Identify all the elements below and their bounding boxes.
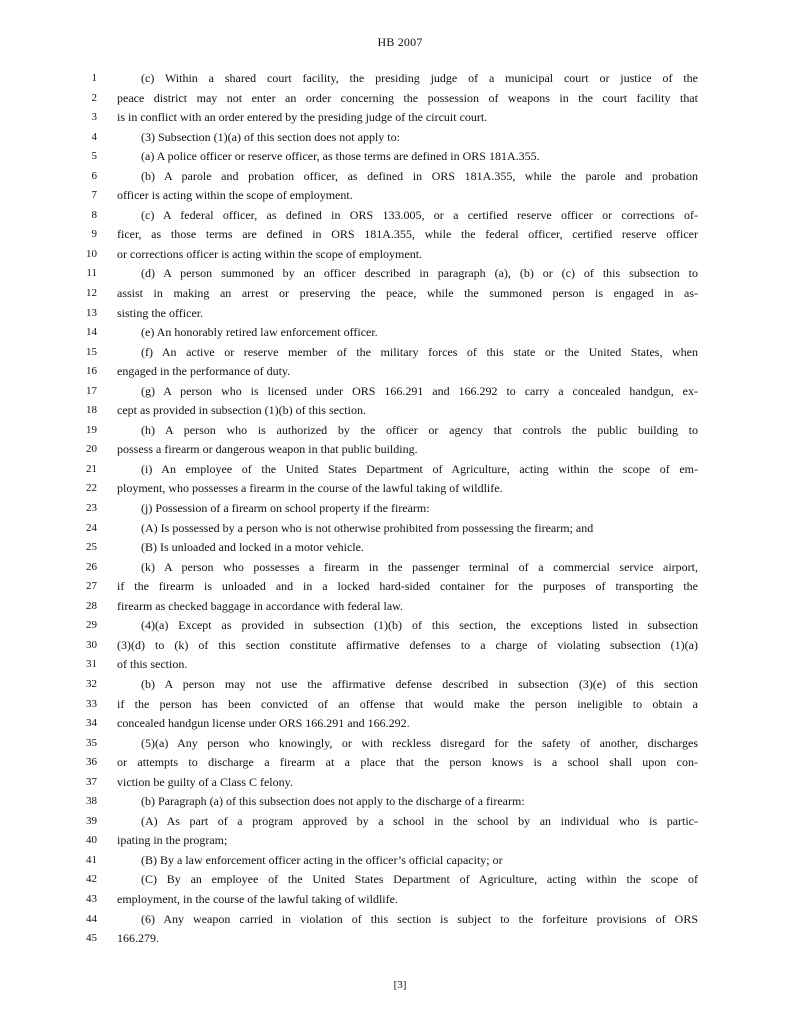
document-line [0,362,800,382]
document-line [0,89,800,109]
line-number: 30 [86,638,97,651]
document-line [0,773,800,793]
line-number: 16 [86,365,97,378]
document-line [0,538,800,558]
line-number: 27 [86,580,97,593]
line-number: 20 [86,443,97,456]
line-text: (b) Paragraph (a) of this subsection does not apply to the discharge of a firearm: [141,794,525,809]
line-text: (b) A parole and probation officer, as defined in ORS 181A.355, while the parole and probation [141,168,698,183]
line-number: 17 [86,384,97,397]
line-text: is in conflict with an order entered by the presiding judge of the circuit court. [117,110,488,125]
line-text: employment, in the course of the lawful taking of wildlife. [117,891,398,906]
document-line [0,714,800,734]
line-number: 10 [86,247,97,260]
line-number: 23 [86,502,97,515]
line-number: 25 [86,541,97,554]
line-number: 7 [91,189,97,202]
document-line [0,812,800,832]
line-text: officer is acting within the scope of employment. [117,188,353,203]
line-text: (d) A person summoned by an officer described in paragraph (a), (b) or (c) of this subsection to [141,266,698,281]
line-number: 36 [86,756,97,769]
line-number: 15 [86,345,97,358]
document-line [0,323,800,343]
document-line [0,245,800,265]
line-number: 35 [86,736,97,749]
document-line [0,636,800,656]
document-line [0,225,800,245]
line-text: (e) An honorably retired law enforcement officer. [141,325,378,340]
line-text: 166.279. [117,931,159,946]
line-number: 28 [86,599,97,612]
document-line [0,675,800,695]
line-number: 5 [91,150,97,163]
document-line [0,206,800,226]
line-text: peace district may not enter an order concerning the possession of weapons in the court facility that [117,90,698,105]
document-line [0,792,800,812]
document-line [0,870,800,890]
line-text: if the person has been convicted of an offense that would make the person ineligible to obtain a [117,696,698,711]
document-line [0,655,800,675]
document-line [0,695,800,715]
line-number: 29 [86,619,97,632]
line-text: (b) A person may not use the affirmative defense described in subsection (3)(e) of this section [141,676,698,691]
document-line [0,128,800,148]
document-line [0,147,800,167]
line-number: 1 [91,72,97,84]
document-line [0,401,800,421]
line-number: 33 [86,697,97,710]
document-line [0,831,800,851]
line-text: or corrections officer is acting within the scope of employment. [117,246,423,261]
line-text: (C) By an employee of the United States Department of Agriculture, acting within the scope of [141,872,698,887]
line-text: possess a firearm or dangerous weapon in that public building. [117,442,418,457]
line-text: engaged in the performance of duty. [117,364,291,379]
document-line [0,753,800,773]
line-number: 37 [86,775,97,788]
document-line [0,264,800,284]
line-text: firearm as checked baggage in accordance with federal law. [117,598,404,613]
document-line [0,519,800,539]
line-text: (3)(d) to (k) of this section constitute affirmative defenses to a charge of violating subsection (1)(a) [117,637,698,652]
line-text: (A) Is possessed by a person who is not otherwise prohibited from possessing the firearm; and [141,520,594,535]
line-number: 9 [91,228,97,241]
line-number: 39 [86,814,97,827]
document-line [0,440,800,460]
line-number: 21 [86,462,97,475]
line-number: 13 [86,306,97,319]
line-text: (3) Subsection (1)(a) of this section does not apply to: [141,129,400,144]
document-line [0,910,800,930]
line-text: cept as provided in subsection (1)(b) of this section. [117,403,366,418]
line-text: (5)(a) Any person who knowingly, or with reckless disregard for the safety of another, discharges [141,735,698,750]
line-number: 34 [86,717,97,730]
document-line [0,304,800,324]
line-text: (k) A person who possesses a firearm in the passenger terminal of a commercial service airport, [141,559,698,574]
document-line [0,186,800,206]
document-line [0,479,800,499]
line-text: concealed handgun license under ORS 166.291 and 166.292. [117,716,410,731]
line-number: 4 [91,130,97,143]
line-text: (4)(a) Except as provided in subsection (1)(b) of this section, the exceptions listed in subsection [141,618,698,633]
line-text: ficer, as those terms are defined in ORS 181A.355, while the federal officer, certified reserve officer [117,227,698,242]
page-number: [3] [393,979,407,991]
line-text: or attempts to discharge a firearm at a place that the person knows is a school shall upon con- [117,755,698,770]
line-number: 19 [86,423,97,436]
line-text: (j) Possession of a firearm on school property if the firearm: [141,501,430,516]
document-line [0,69,800,89]
document-line [0,343,800,363]
line-text: sisting the officer. [117,305,204,320]
line-text: (6) Any weapon carried in violation of this section is subject to the forfeiture provisions of ORS [141,911,698,926]
line-number: 38 [86,795,97,808]
document-line [0,597,800,617]
line-text: (f) An active or reserve member of the military forces of this state or the United States, when [141,344,698,359]
line-number: 43 [86,892,97,905]
line-number: 3 [91,111,97,124]
document-line [0,460,800,480]
line-number: 2 [91,91,97,104]
line-text: assist in making an arrest or preserving the peace, while the summoned person is engaged in as- [117,286,698,301]
line-number: 41 [86,853,97,866]
line-text: ployment, who possesses a firearm in the course of the lawful taking of wildlife. [117,481,503,496]
line-number: 32 [86,677,97,690]
document-line [0,167,800,187]
line-number: 18 [86,404,97,417]
line-number: 44 [86,912,97,925]
document-line [0,558,800,578]
document-line [0,577,800,597]
line-text: (i) An employee of the United States Department of Agriculture, acting within the scope of em- [141,461,698,476]
line-number: 8 [91,208,97,221]
document-line [0,616,800,636]
document-line [0,851,800,871]
line-text: (A) As part of a program approved by a school in the school by an individual who is partic- [141,813,698,828]
line-number: 12 [86,287,97,300]
line-number: 26 [86,560,97,573]
document-line [0,499,800,519]
line-text: (h) A person who is authorized by the officer or agency that controls the public building to [141,422,698,437]
line-number: 45 [86,932,97,945]
line-number: 42 [86,873,97,886]
line-text: of this section. [117,657,188,672]
line-text: viction be guilty of a Class C felony. [117,774,293,789]
line-text: (B) By a law enforcement officer acting in the officer’s official capacity; or [141,852,503,867]
document-line [0,929,800,949]
line-number: 40 [86,834,97,847]
document-line [0,284,800,304]
document-line [0,108,800,128]
document-line [0,734,800,754]
line-number: 6 [91,169,97,182]
line-text: ipating in the program; [117,833,228,848]
document-line [0,382,800,402]
line-text: (g) A person who is licensed under ORS 166.291 and 166.292 to carry a concealed handgun, ex- [141,383,698,398]
line-number: 11 [86,267,97,280]
line-text: (c) A federal officer, as defined in ORS 133.005, or a certified reserve officer or corrections of- [141,207,698,222]
document-line [0,890,800,910]
line-text: (B) Is unloaded and locked in a motor vehicle. [141,540,364,555]
document-line [0,421,800,441]
page-header: HB 2007 [377,35,423,49]
line-text: (c) Within a shared court facility, the presiding judge of a municipal court or justice of the [141,71,698,85]
line-number: 24 [86,521,97,534]
line-text: (a) A police officer or reserve officer, as those terms are defined in ORS 181A.355. [141,149,540,164]
line-number: 22 [86,482,97,495]
line-number: 31 [86,658,97,671]
line-text: if the firearm is unloaded and in a locked hard-sided container for the purposes of transporting the [117,579,698,594]
line-number: 14 [86,326,97,339]
document-body [0,69,800,949]
